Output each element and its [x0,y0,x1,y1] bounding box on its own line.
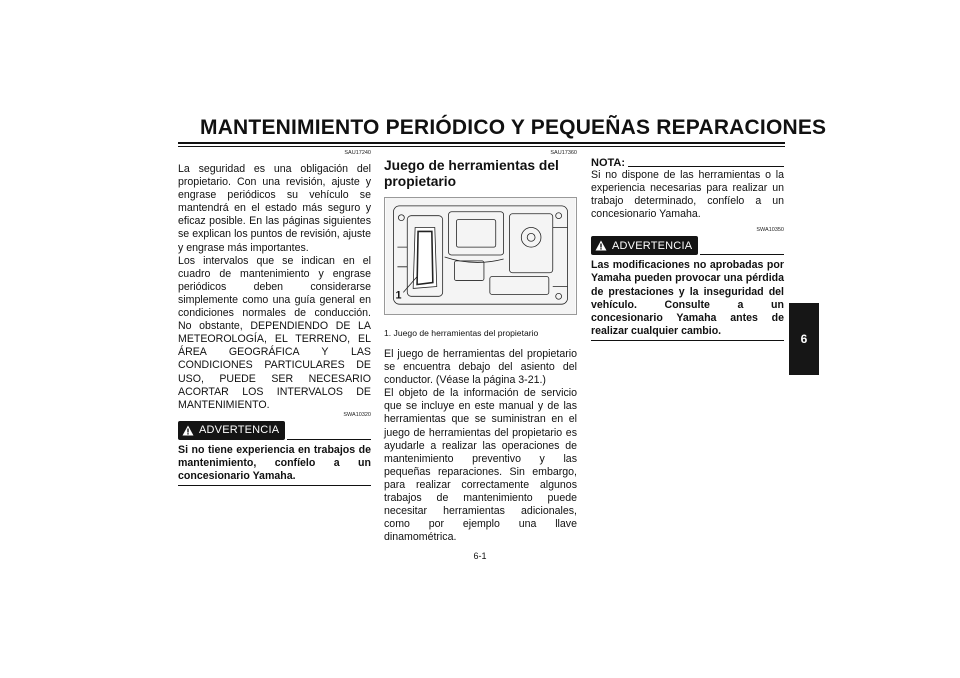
column-middle [384,150,577,544]
warning-label: ADVERTENCIA [199,424,280,437]
column-right [591,150,784,341]
toolkit-purpose-paragraph: El objeto de la información de servicio que se incluye en este manual y de las herramientas que se suministran en el juego de herramientas del propietario es ayudarle a realizar las operaciones de mantenimiento preventivo y las pequeñas reparaciones. Sin embargo, para realizar correctamente algunos trabajos de mantenimiento puede necesitar herramientas adicionales, como por ejemplo una llave dinamométrica. [384,387,577,544]
note-header-line [628,166,784,167]
warning-header-line [287,439,371,440]
warning-badge [178,421,285,440]
warning-triangle-icon [595,240,607,251]
column-left [178,150,371,486]
warning-code: SWA10350 [756,227,784,234]
warning-end-rule [178,485,371,486]
toolkit-location-paragraph: El juego de herramientas del propietario se encuentra debajo del asiento del conductor. (Véase la página 3-21.) [384,348,577,387]
note-header [591,157,784,169]
note-text: Si no dispone de las herramientas o la experiencia necesarias para realizar un trabajo determinado, confíelo a un concesionario Yamaha. [591,169,784,221]
warning-text: Si no tiene experiencia en trabajos de mantenimiento, confíelo a un concesionario Yamaha. [178,443,371,482]
chapter-tab: 6 [789,303,819,375]
warning-end-rule [591,340,784,341]
intro-paragraph: La seguridad es una obligación del propietario. Con una revisión, ajuste y engrase periódicos su vehículo se mantendrá en el estado más seguro y eficaz posible. En las páginas siguientes se explican los puntos de revisión, ajuste y engrase más importantes. [178,163,371,254]
section-code: SAU17360 [550,150,577,156]
page-title: MANTENIMIENTO PERIÓDICO Y PEQUEÑAS REPARACIONES [200,116,827,139]
warning-header [178,421,371,440]
warning-badge [591,236,698,255]
warning-header-line [700,254,784,255]
section-heading: Juego de herramientas del propietario [384,158,559,189]
figure-callout: 1 [395,289,402,302]
note-label: NOTA: [591,157,626,169]
warning-triangle-icon [182,425,194,436]
title-rule-thin [178,146,785,147]
figure-caption: 1. Juego de herramientas del propietario [384,328,539,338]
toolkit-location-figure [384,197,577,315]
title-rule-thick [178,142,785,144]
page-number: 6-1 [473,551,487,561]
warning-label: ADVERTENCIA [612,239,693,252]
warning-text: Las modificaciones no aprobadas por Yamaha pueden provocar una pérdida de prestaciones y la inseguridad del vehículo. Consulte a un concesionario Yamaha antes de realizar cualquier cambio. [591,259,784,337]
intervals-paragraph: Los intervalos que se indican en el cuadro de mantenimiento y engrase periódicos deben considerarse simplemente como una guía general en condiciones normales de conducción. No obstante, DEPENDIENDO DE LA METEOROLOGÍA, EL TERRENO, EL ÁREA GEOGRÁFICA Y LAS CONDICIONES PARTICULARES DE USO, PUEDE SER NECESARIO ACORTAR LOS INTERVALOS DE MANTENIMIENTO. [178,254,371,411]
warning-header [591,236,784,255]
warning-code: SWA10320 [343,411,371,418]
section-code: SAU17240 [344,150,371,156]
